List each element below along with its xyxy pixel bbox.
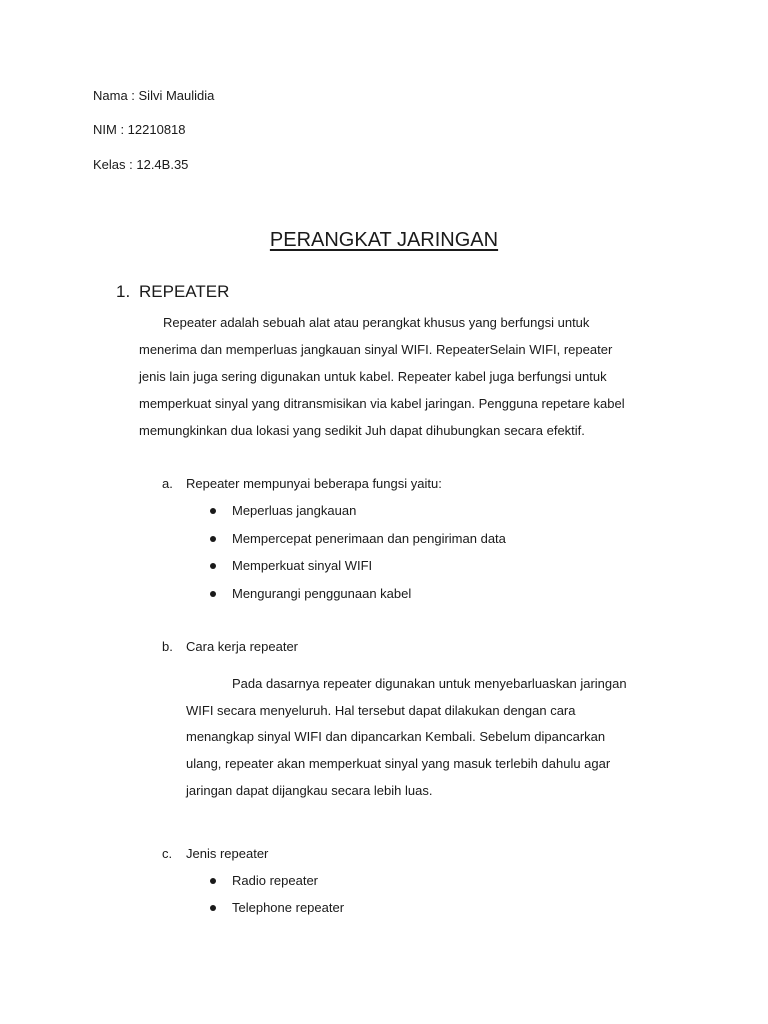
student-class: Kelas : 12.4B.35	[93, 157, 189, 172]
list-item: Meperluas jangkauan	[210, 503, 356, 519]
sub-item-b	[162, 639, 298, 655]
list-item: Radio repeater	[210, 873, 318, 889]
sub-item-b-label: Cara kerja repeater	[186, 639, 298, 654]
cara-kerja-line-2: WIFI secara menyeluruh. Hal tersebut dapat dilakukan dengan cara	[186, 703, 576, 718]
sub-item-a-label: Repeater mempunyai beberapa fungsi yaitu:	[186, 476, 442, 491]
bullet-icon	[210, 878, 216, 884]
sub-item-c-letter: c.	[162, 846, 173, 861]
list-item: Mengurangi penggunaan kabel	[210, 586, 411, 602]
bullet-icon	[210, 563, 216, 569]
bullet-icon	[210, 591, 216, 597]
cara-kerja-line-1: Pada dasarnya repeater digunakan untuk menyebarluaskan jaringan	[232, 676, 627, 691]
cara-kerja-line-4: ulang, repeater akan memperkuat sinyal yang masuk terlebih dahulu agar	[186, 756, 611, 771]
list-item: Memperkuat sinyal WIFI	[210, 558, 372, 574]
list-item: Mempercepat penerimaan dan pengiriman data	[210, 531, 506, 547]
sub-item-c-label: Jenis repeater	[186, 846, 269, 861]
intro-line-1: Repeater adalah sebuah alat atau perangkat khusus yang berfungsi untuk	[163, 315, 590, 330]
section-heading	[116, 281, 229, 303]
section-number: 1.	[116, 282, 131, 301]
sub-item-b-letter: b.	[162, 639, 173, 654]
intro-line-2: menerima dan memperluas jangkauan sinyal WIFI. RepeaterSelain WIFI, repeater	[139, 342, 613, 357]
bullet-icon	[210, 508, 216, 514]
bullet-icon	[210, 905, 216, 911]
bullet-icon	[210, 536, 216, 542]
cara-kerja-line-5: jaringan dapat dijangkau secara lebih luas.	[186, 783, 433, 798]
sub-item-a	[162, 476, 442, 492]
sub-item-a-letter: a.	[162, 476, 173, 491]
document-title: PERANGKAT JARINGAN	[269, 229, 499, 251]
list-item: Telephone repeater	[210, 900, 344, 916]
sub-item-c	[162, 846, 268, 862]
intro-line-5: memungkinkan dua lokasi yang sedikit Juh dapat dihubungkan secara efektif.	[139, 423, 585, 438]
intro-line-4: memperkuat sinyal yang ditransmisikan via kabel jaringan. Pengguna repetare kabel	[139, 396, 625, 411]
student-name: Nama : Silvi Maulidia	[93, 88, 215, 103]
cara-kerja-line-3: menangkap sinyal WIFI dan dipancarkan Kembali. Sebelum dipancarkan	[186, 729, 606, 744]
section-title: REPEATER	[139, 282, 230, 301]
student-nim: NIM : 12210818	[93, 122, 186, 137]
intro-line-3: jenis lain juga sering digunakan untuk kabel. Repeater kabel juga berfungsi untuk	[139, 369, 607, 384]
